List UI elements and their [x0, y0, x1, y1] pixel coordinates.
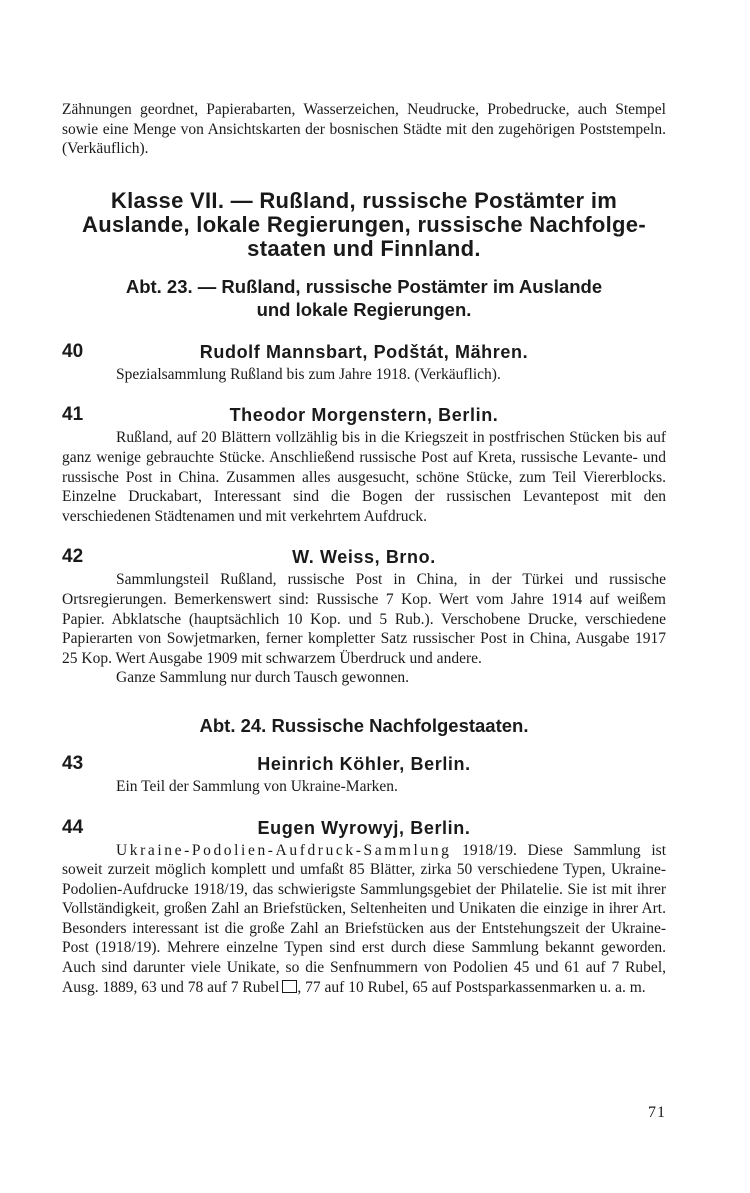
abt-24-heading [62, 714, 666, 737]
exhibitor-name: W. Weiss, Brno. [292, 547, 436, 568]
abt-23-line-2: und lokale Regierungen. [256, 298, 472, 320]
entry-44-description [62, 841, 666, 998]
abt-24-line-1: Abt. 24. Russische Nachfolgestaaten. [199, 714, 529, 736]
entry-42-header [62, 544, 666, 570]
klasse-heading-line-3: staaten und Finnland. [247, 235, 481, 261]
exhibitor-name: Eugen Wyrowyj, Berlin. [257, 817, 471, 838]
entry-number: 40 [62, 340, 84, 362]
entry-42-description: Sammlungsteil Rußland, russische Post in China, in der Türkei und russische Ortsregierungen. Bemerkenswert sind: Russische 7 Kop. Wert vom Jahre 1914 auf weißem Papier. Abklatsche (hauptsächlich 10 Kop. und 5 Rub.). Verschobene Drucke, verschiedene Papierarten von Sowjetmarken, ferner kompletter Satz russischer Post in China, Ausgabe 1917 25 Kop. Wert Ausgabe 1909 mit schwarzem Überdruck und andere. [62, 571, 666, 667]
entry-42-note: Ganze Sammlung nur durch Tausch gewonnen. [116, 669, 410, 687]
empty-square-icon [282, 980, 297, 993]
exhibitor-name: Theodor Morgenstern, Berlin. [229, 405, 499, 426]
klasse-heading-line-1: Klasse VII. — Rußland, russische Postämter im [110, 187, 618, 213]
entry-number: 43 [62, 752, 84, 774]
description-part-a: 1918/19. Diese Sammlung ist soweit zurzeit möglich komplett und umfaßt 85 Blätter, zirka 50 verschiedene Typen, Ukraine-Podolien-Aufdrucke 1918/19, das schwierigste Sammlungsgebiet der Philatelie. Sie ist mit ihrer Vollständigkeit, großen Zahl an Briefstücken, Seltenheiten und Unikaten die einzige in ihrer Art. Besonders interessant ist die große Zahl an Briefstücken aus der Entstehungszeit der Ukraine-Post (1918/19). Mehrere einzelne Typen sind erst durch diese Sammlung bekannt geworden. Auch sind darunter viele Unikate, so die Senfnummern von Podolien 45 und 61 auf 7 Rubel, Ausg. 1889, 63 und 78 auf 7 Rubel [62, 841, 666, 996]
entry-44-header [62, 815, 666, 841]
intro-paragraph: Zähnungen geordnet, Papierabarten, Wasserzeichen, Neudrucke, Probedrucke, auch Stempel sowie eine Menge von Ansichtskarten der bosnischen Städte mit den zugehörigen Poststempeln. (Verkäuflich). [62, 101, 666, 158]
entry-number: 42 [62, 546, 84, 568]
entry-41-header [62, 402, 666, 428]
abt-23-line-1: Abt. 23. — Rußland, russische Postämter im Auslande [125, 275, 603, 297]
entry-41-description: Rußland, auf 20 Blättern vollzählig bis in die Kriegszeit in postfrischen Stücken bis auf ganz wenige gebrauchte Stücke. Anschließend russische Post auf Kreta, russische Levante- und russische Post in China. Zusammen alles ausgesucht, schöne Stücke, zum Teil Viererblocks. Einzelne Druckabart, Interessant sind die Bogen der russischen Levantepost mit den verschiedenen Städtenamen und mit verkehrtem Aufdruck. [62, 429, 666, 525]
klasse-heading-line-2: Auslande, lokale Regierungen, russische Nachfolge- [82, 211, 646, 237]
exhibitor-name: Rudolf Mannsbart, Podštát, Mähren. [199, 341, 529, 362]
klasse-heading [62, 189, 666, 261]
page-number: 71 [648, 1104, 666, 1121]
abt-23-heading [62, 275, 666, 321]
entry-40-header [62, 339, 666, 365]
entry-43-description: Ein Teil der Sammlung von Ukraine-Marken. [116, 777, 398, 795]
entry-number: 44 [62, 816, 84, 838]
entry-43-header [62, 751, 666, 777]
exhibitor-name: Heinrich Köhler, Berlin. [257, 753, 471, 774]
entry-40-description: Spezialsammlung Rußland bis zum Jahre 1918. (Verkäuflich). [116, 365, 501, 383]
description-part-b: , 77 auf 10 Rubel, 65 auf Postsparkassenmarken u. a. m. [297, 978, 646, 996]
spaced-title: Ukraine-Podolien-Aufdruck-Sammlung [116, 841, 452, 859]
page-content [62, 100, 666, 997]
entry-number: 41 [62, 404, 84, 426]
